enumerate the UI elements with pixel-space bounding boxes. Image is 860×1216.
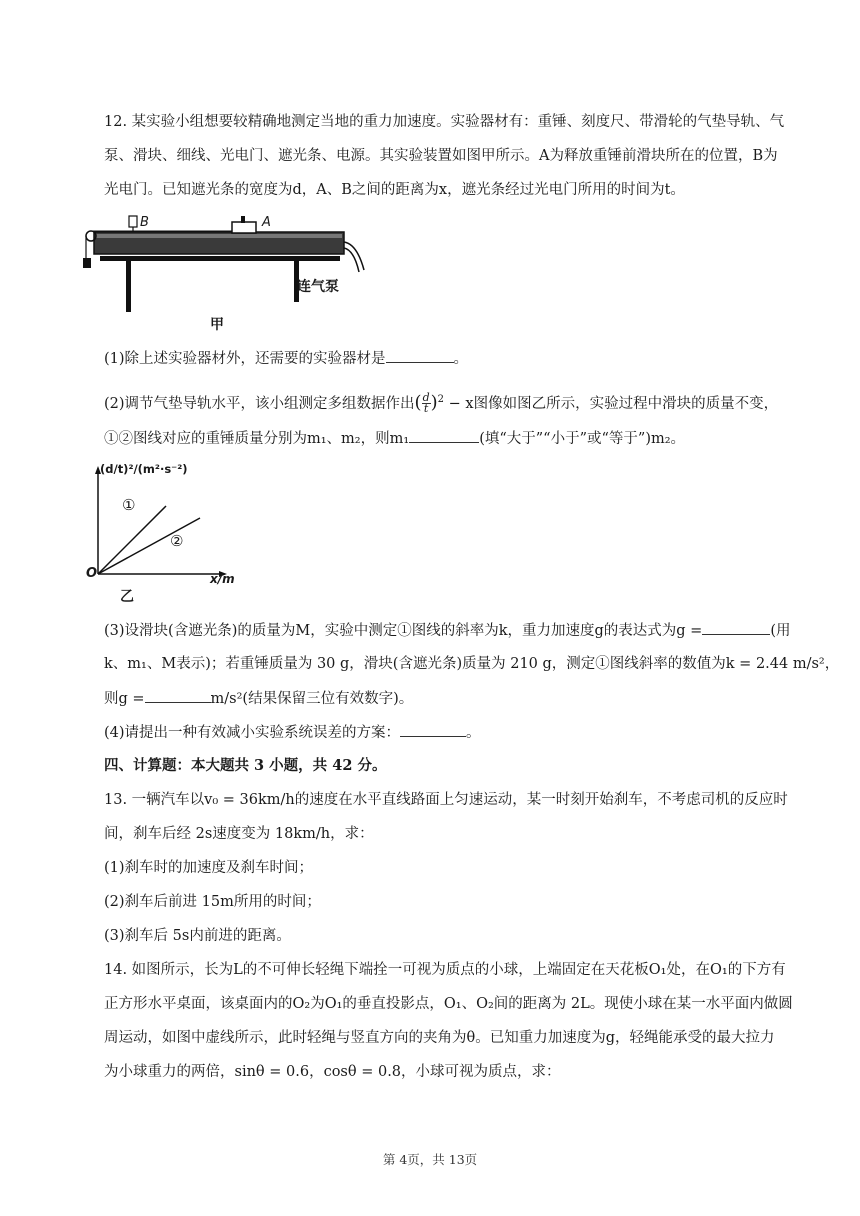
q12-part1-end: 。 — [453, 351, 469, 367]
q12-part3-line-2: k、m₁、M表示)；若重锤质量为 30 g，滑块(含遮光条)质量为 210 g，测定①图线斜率的数值为k = 2.44 m/s²， — [104, 656, 840, 672]
answer-blank-2 — [409, 428, 479, 443]
q12-part4-text: (4)请提出一种有效减小实验系统误差的方案： — [104, 725, 401, 741]
q12-part2-text-c: ①②图线对应的重锤质量分别为m₁、m₂，则m₁ — [104, 431, 410, 447]
label-a: A — [262, 215, 271, 230]
graph-y-label: (d/t)²/(m²·s⁻²) — [100, 462, 188, 476]
q12-part3-line-1 — [104, 620, 790, 641]
graph-line-2-label: ② — [170, 532, 184, 550]
q12-part2-text-d: (填“大于”“小于”或“等于”)m₂。 — [479, 431, 686, 447]
q13-line-1: 13. 一辆汽车以v₀ = 36km/h的速度在水平直线路面上匀速运动，某一时刻开始刹车，不考虑司机的反应时 — [104, 792, 788, 808]
page-footer: 第 4页，共 13页 — [382, 1152, 478, 1167]
q12-part4 — [104, 722, 481, 743]
graph-line-1 — [98, 506, 166, 574]
section-heading: 四、计算题：本大题共 3 小题，共 42 分。 — [104, 757, 387, 774]
q12-part1 — [104, 348, 468, 369]
q13-sub-1: (1)刹车时的加速度及刹车时间； — [104, 860, 314, 876]
figure-yi-caption: 乙 — [120, 589, 134, 605]
answer-blank-5 — [400, 722, 466, 737]
q12-part3-text-b: (用 — [770, 623, 791, 639]
graph-line-1-label: ① — [122, 496, 136, 514]
q13-sub-2: (2)刹车后前进 15m所用的时间； — [104, 894, 321, 910]
q12-part2-line-2 — [104, 428, 685, 449]
q12-line-1: 12. 某实验小组想要较精确地测定当地的重力加速度。实验器材有：重锤、刻度尺、带滑轮的气垫导轨、气 — [104, 114, 785, 130]
graph-figure — [82, 462, 252, 602]
air-track-figure — [82, 212, 382, 332]
q12-part2-text-b: − x图像如图乙所示，实验过程中滑块的质量不变， — [448, 395, 779, 412]
figure-jia-caption: 甲 — [210, 317, 224, 333]
graph-x-label: x/m — [210, 572, 235, 586]
q12-part2-text-a: (2)调节气垫导轨水平，该小组测定多组数据作出 — [104, 395, 415, 412]
q12-part3-text-d: m/s²(结果保留三位有效数字)。 — [210, 691, 414, 707]
q12-part1-text: (1)除上述实验器材外，还需要的实验器材是 — [104, 351, 386, 367]
q12-part2-line-1: (2)调节气垫导轨水平，该小组测定多组数据作出( $\frac{d}{t}$ )$^2$ − x图像如图乙所示，实验过程中滑块的质量不变， — [104, 391, 779, 416]
q12-line-3: 光电门。已知遮光条的宽度为d，A、B之间的距离为x，遮光条经过光电门所用的时间为t。 — [104, 182, 685, 198]
label-air-pump: 连气泵 — [297, 279, 339, 295]
q12-part3-line-3 — [104, 688, 413, 709]
q13-sub-3: (3)刹车后 5s内前进的距离。 — [104, 928, 291, 944]
graph-origin-label: O — [86, 566, 98, 581]
q14-line-1: 14. 如图所示，长为L的不可伸长轻绳下端拴一可视为质点的小球，上端固定在天花板O₁处，在O₁的下方有 — [104, 962, 786, 978]
graph-line-2 — [98, 518, 200, 574]
q12-line-2: 泵、滑块、细线、光电门、遮光条、电源。其实验装置如图甲所示。A为释放重锤前滑块所在的位置，B为 — [104, 148, 778, 164]
q12-part3-text-a: (3)设滑块(含遮光条)的质量为M，实验中测定①图线的斜率为k，重力加速度g的表达式为g = — [104, 623, 703, 639]
q14-line-2: 正方形水平桌面，该桌面内的O₂为O₁的垂直投影点，O₁、O₂间的距离为 2L。现使小球在某一水平面内做圆 — [104, 996, 793, 1012]
q14-line-3: 周运动，如图中虚线所示，此时轻绳与竖直方向的夹角为θ。已知重力加速度为g，轻绳能承受的最大拉力 — [104, 1030, 775, 1046]
q13-line-2: 间，刹车后经 2s速度变为 18km/h，求： — [104, 826, 374, 842]
answer-blank-4 — [145, 688, 211, 703]
q12-part4-end: 。 — [466, 725, 481, 741]
air-track-diagram — [82, 212, 382, 332]
answer-blank-1 — [386, 348, 454, 363]
answer-blank-3 — [702, 620, 770, 635]
label-b: B — [140, 215, 149, 230]
q14-line-4: 为小球重力的两倍，sinθ = 0.6，cosθ = 0.8，小球可视为质点，求： — [104, 1064, 561, 1080]
d-over-t-fraction: $\frac{d}{t}$ — [422, 391, 430, 416]
q12-part3-text-c: 则g = — [104, 691, 145, 707]
